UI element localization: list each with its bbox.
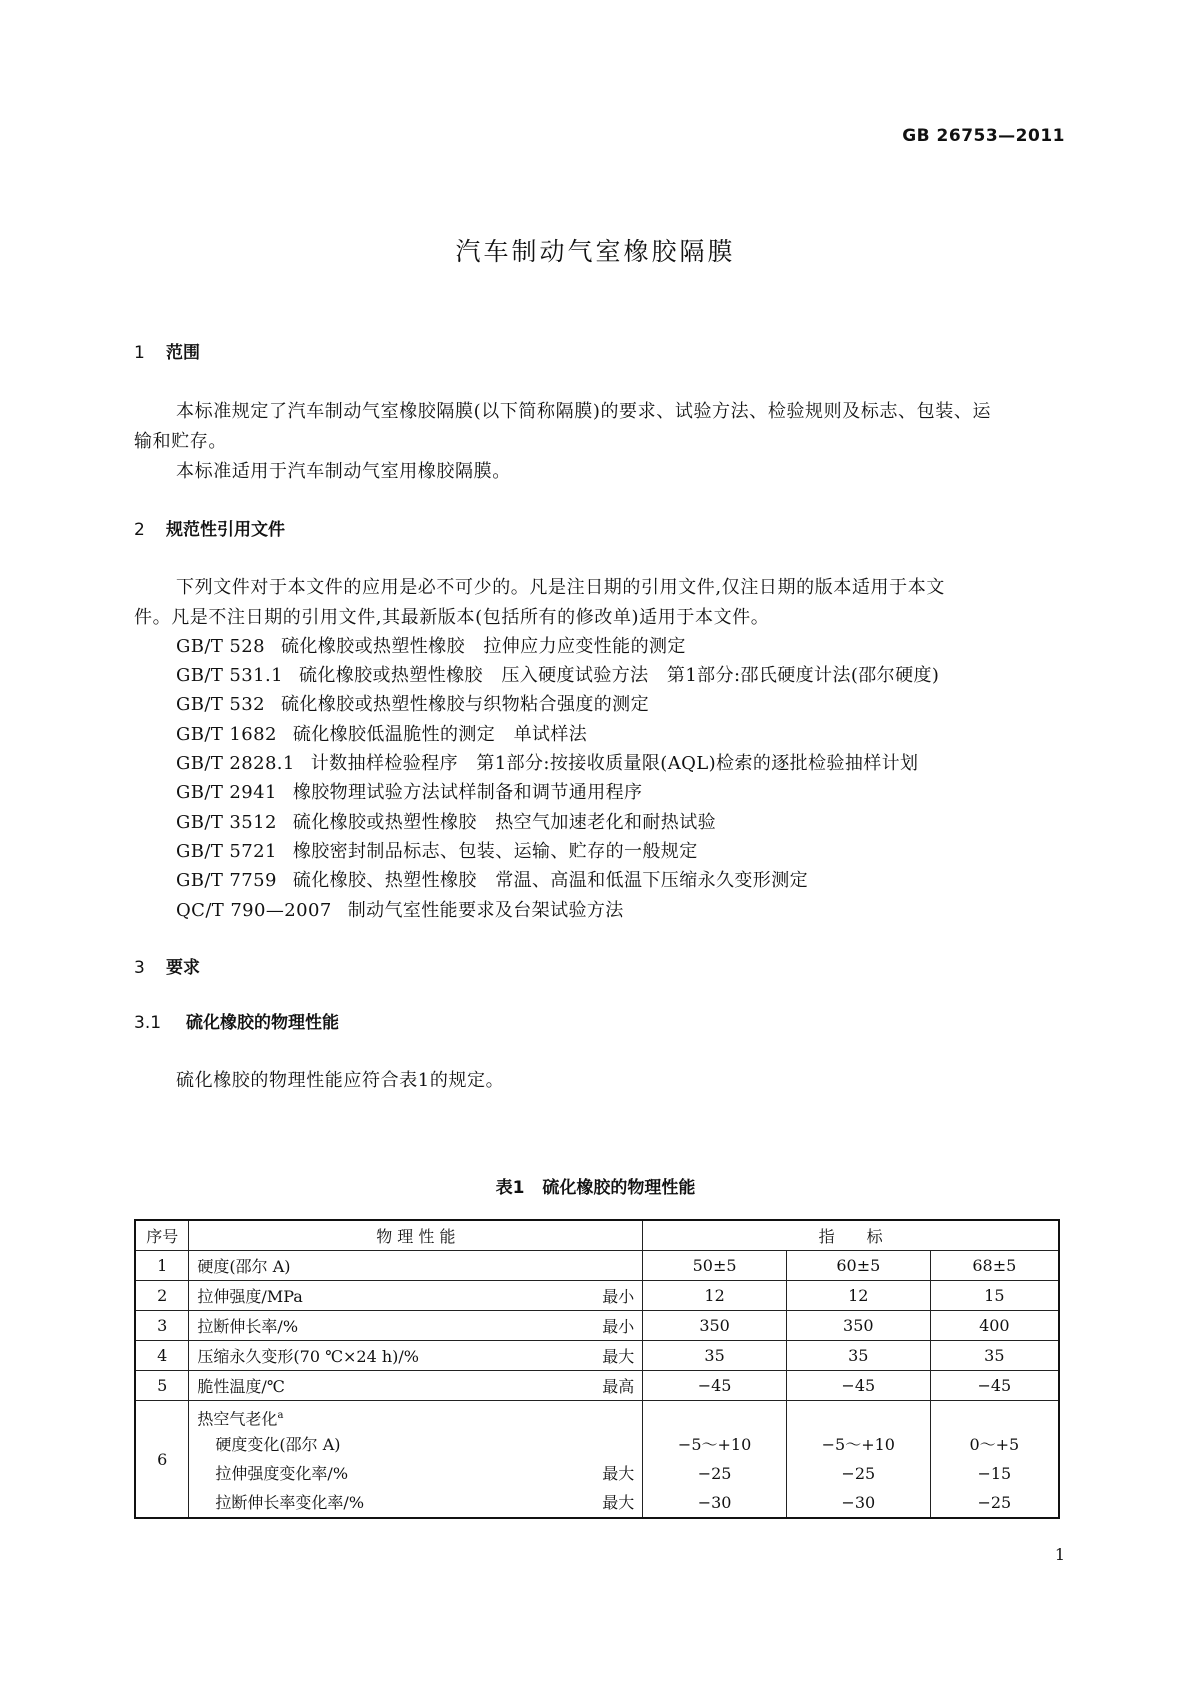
property-limit: 最大	[602, 1493, 635, 1512]
reference-item	[176, 808, 716, 834]
reference-title: 橡胶密封制品标志、包装、运输、贮存的一般规定	[292, 841, 698, 862]
reference-code: GB/T 3512	[176, 812, 277, 833]
section-number: 3.1	[134, 1013, 162, 1033]
page-number: 1	[1054, 1545, 1065, 1564]
reference-code: GB/T 2941	[176, 782, 277, 803]
property-name: 拉断伸长率/%	[197, 1317, 299, 1336]
reference-code: GB/T 528	[176, 636, 265, 657]
property-limit: 最小	[602, 1317, 635, 1336]
property-limit: 最小	[602, 1287, 635, 1306]
property-name: 脆性温度/℃	[197, 1377, 285, 1396]
value-cell: 15	[930, 1281, 1059, 1311]
section-title: 规范性引用文件	[166, 520, 285, 540]
group-label	[197, 1401, 634, 1430]
value-cell: 50±5	[643, 1251, 787, 1281]
property-name: 拉断伸长率变化率/%	[215, 1493, 365, 1512]
table-row	[135, 1341, 1059, 1371]
reference-title: 硫化橡胶或热塑性橡胶与织物粘合强度的测定	[280, 694, 649, 715]
reference-title: 硫化橡胶或热塑性橡胶 热空气加速老化和耐热试验	[292, 812, 717, 833]
reference-code: QC/T 790—2007	[176, 900, 332, 921]
reference-item	[176, 690, 649, 716]
value-cell: 35	[930, 1341, 1059, 1371]
reference-title: 橡胶物理试验方法试样制备和调节通用程序	[292, 782, 643, 803]
row-property	[189, 1371, 643, 1401]
row-no: 2	[135, 1281, 189, 1311]
reference-title: 制动气室性能要求及台架试验方法	[347, 900, 624, 921]
value-cell	[643, 1401, 787, 1519]
value-cell: 60±5	[786, 1251, 930, 1281]
reference-title: 硫化橡胶、热塑性橡胶 常温、高温和低温下压缩永久变形测定	[292, 870, 809, 891]
value: −30	[841, 1493, 876, 1512]
section-number: 3	[134, 958, 145, 978]
reference-item	[176, 778, 642, 804]
row-property	[189, 1401, 643, 1519]
value-cell: 350	[643, 1311, 787, 1341]
section-title: 要求	[166, 958, 200, 978]
row-no: 4	[135, 1341, 189, 1371]
property-limit: 最高	[602, 1377, 635, 1396]
section-number: 1	[134, 343, 145, 363]
value: −25	[841, 1464, 876, 1483]
row-no: 1	[135, 1251, 189, 1281]
physical-properties-table	[134, 1219, 1060, 1519]
sub-property	[197, 1488, 634, 1517]
table-row	[135, 1281, 1059, 1311]
reference-title: 硫化橡胶低温脆性的测定 单试样法	[292, 724, 588, 745]
table-row-heat-aging	[135, 1401, 1059, 1519]
table-caption-label: 表1	[495, 1178, 525, 1198]
value-cell: 12	[643, 1281, 787, 1311]
value-cell	[930, 1401, 1059, 1519]
reference-title: 硫化橡胶或热塑性橡胶 拉伸应力应变性能的测定	[280, 636, 686, 657]
value: −30	[697, 1493, 732, 1512]
value-cell: 35	[643, 1341, 787, 1371]
reference-code: GB/T 532	[176, 694, 265, 715]
row-property	[189, 1311, 643, 1341]
sub-property	[197, 1430, 634, 1459]
reference-item	[176, 866, 808, 892]
group-name: 热空气老化	[197, 1409, 278, 1429]
reference-code: GB/T 7759	[176, 870, 277, 891]
value: −15	[977, 1464, 1012, 1483]
property-name: 硬度(邵尔 A)	[197, 1257, 291, 1276]
reference-item	[176, 749, 918, 775]
section-1-heading	[134, 338, 200, 363]
header-index: 指 标	[643, 1220, 1059, 1251]
table-row	[135, 1311, 1059, 1341]
row-property	[189, 1251, 643, 1281]
paragraph: 下列文件对于本文件的应用是必不可少的。凡是注日期的引用文件,仅注日期的版本适用于本文	[176, 577, 945, 598]
row-no: 5	[135, 1371, 189, 1401]
reference-title: 硫化橡胶或热塑性橡胶 压入硬度试验方法 第1部分:邵氏硬度计法(邵尔硬度)	[298, 665, 940, 686]
paragraph-continuation: 件。凡是不注日期的引用文件,其最新版本(包括所有的修改单)适用于本文件。	[134, 607, 770, 628]
section-3-1-heading	[134, 1008, 339, 1033]
section-title: 范围	[166, 343, 200, 363]
value: −5～+10	[677, 1435, 752, 1454]
header-no: 序号	[135, 1220, 189, 1251]
reference-title: 计数抽样检验程序 第1部分:按接收质量限(AQL)检索的逐批检验抽样计划	[310, 753, 919, 774]
value: −5～+10	[821, 1435, 895, 1454]
document-title: 汽车制动气室橡胶隔膜	[455, 237, 736, 266]
property-name: 硬度变化(邵尔 A)	[215, 1435, 341, 1454]
section-2-heading	[134, 515, 285, 540]
value-cell: 35	[786, 1341, 930, 1371]
paragraph-continuation: 输和贮存。	[134, 431, 227, 452]
standard-code: GB 26753—2011	[902, 126, 1065, 146]
value-cell	[786, 1401, 930, 1519]
reference-item	[176, 632, 686, 658]
row-no: 6	[135, 1401, 189, 1519]
paragraph: 本标准适用于汽车制动气室用橡胶隔膜。	[176, 461, 511, 482]
reference-item	[176, 720, 587, 746]
table-header-row	[135, 1220, 1059, 1251]
value: −25	[697, 1464, 732, 1483]
reference-code: GB/T 531.1	[176, 665, 283, 686]
table-caption-title: 硫化橡胶的物理性能	[542, 1178, 696, 1198]
reference-item	[176, 896, 624, 922]
value-cell: 350	[786, 1311, 930, 1341]
value-cell: 68±5	[930, 1251, 1059, 1281]
table-row	[135, 1371, 1059, 1401]
value-cell: −45	[930, 1371, 1059, 1401]
reference-code: GB/T 1682	[176, 724, 277, 745]
value-cell: −45	[643, 1371, 787, 1401]
reference-code: GB/T 5721	[176, 841, 277, 862]
property-name: 压缩永久变形(70 ℃×24 h)/%	[197, 1347, 420, 1366]
table-row	[135, 1251, 1059, 1281]
section-title: 硫化橡胶的物理性能	[186, 1013, 339, 1033]
row-property	[189, 1341, 643, 1371]
value-cell: 400	[930, 1311, 1059, 1341]
value-cell: 12	[786, 1281, 930, 1311]
table-caption	[0, 1173, 1191, 1198]
reference-code: GB/T 2828.1	[176, 753, 295, 774]
paragraph: 硫化橡胶的物理性能应符合表1的规定。	[176, 1070, 505, 1091]
value: −25	[977, 1493, 1012, 1512]
paragraph: 本标准规定了汽车制动气室橡胶隔膜(以下简称隔膜)的要求、试验方法、检验规则及标志、包装、运	[176, 401, 992, 422]
section-3-heading	[134, 953, 200, 978]
value-cell: −45	[786, 1371, 930, 1401]
property-limit: 最大	[602, 1464, 635, 1483]
row-no: 3	[135, 1311, 189, 1341]
section-number: 2	[134, 520, 145, 540]
sub-property	[197, 1459, 634, 1488]
property-limit: 最大	[602, 1347, 635, 1366]
value: 0～+5	[969, 1435, 1020, 1454]
row-property	[189, 1281, 643, 1311]
header-property: 物 理 性 能	[189, 1220, 643, 1251]
reference-item	[176, 661, 939, 687]
property-name: 拉伸强度变化率/%	[215, 1464, 349, 1483]
property-name: 拉伸强度/MPa	[197, 1287, 303, 1306]
reference-item	[176, 837, 698, 863]
footnote-marker: a	[277, 1410, 284, 1421]
